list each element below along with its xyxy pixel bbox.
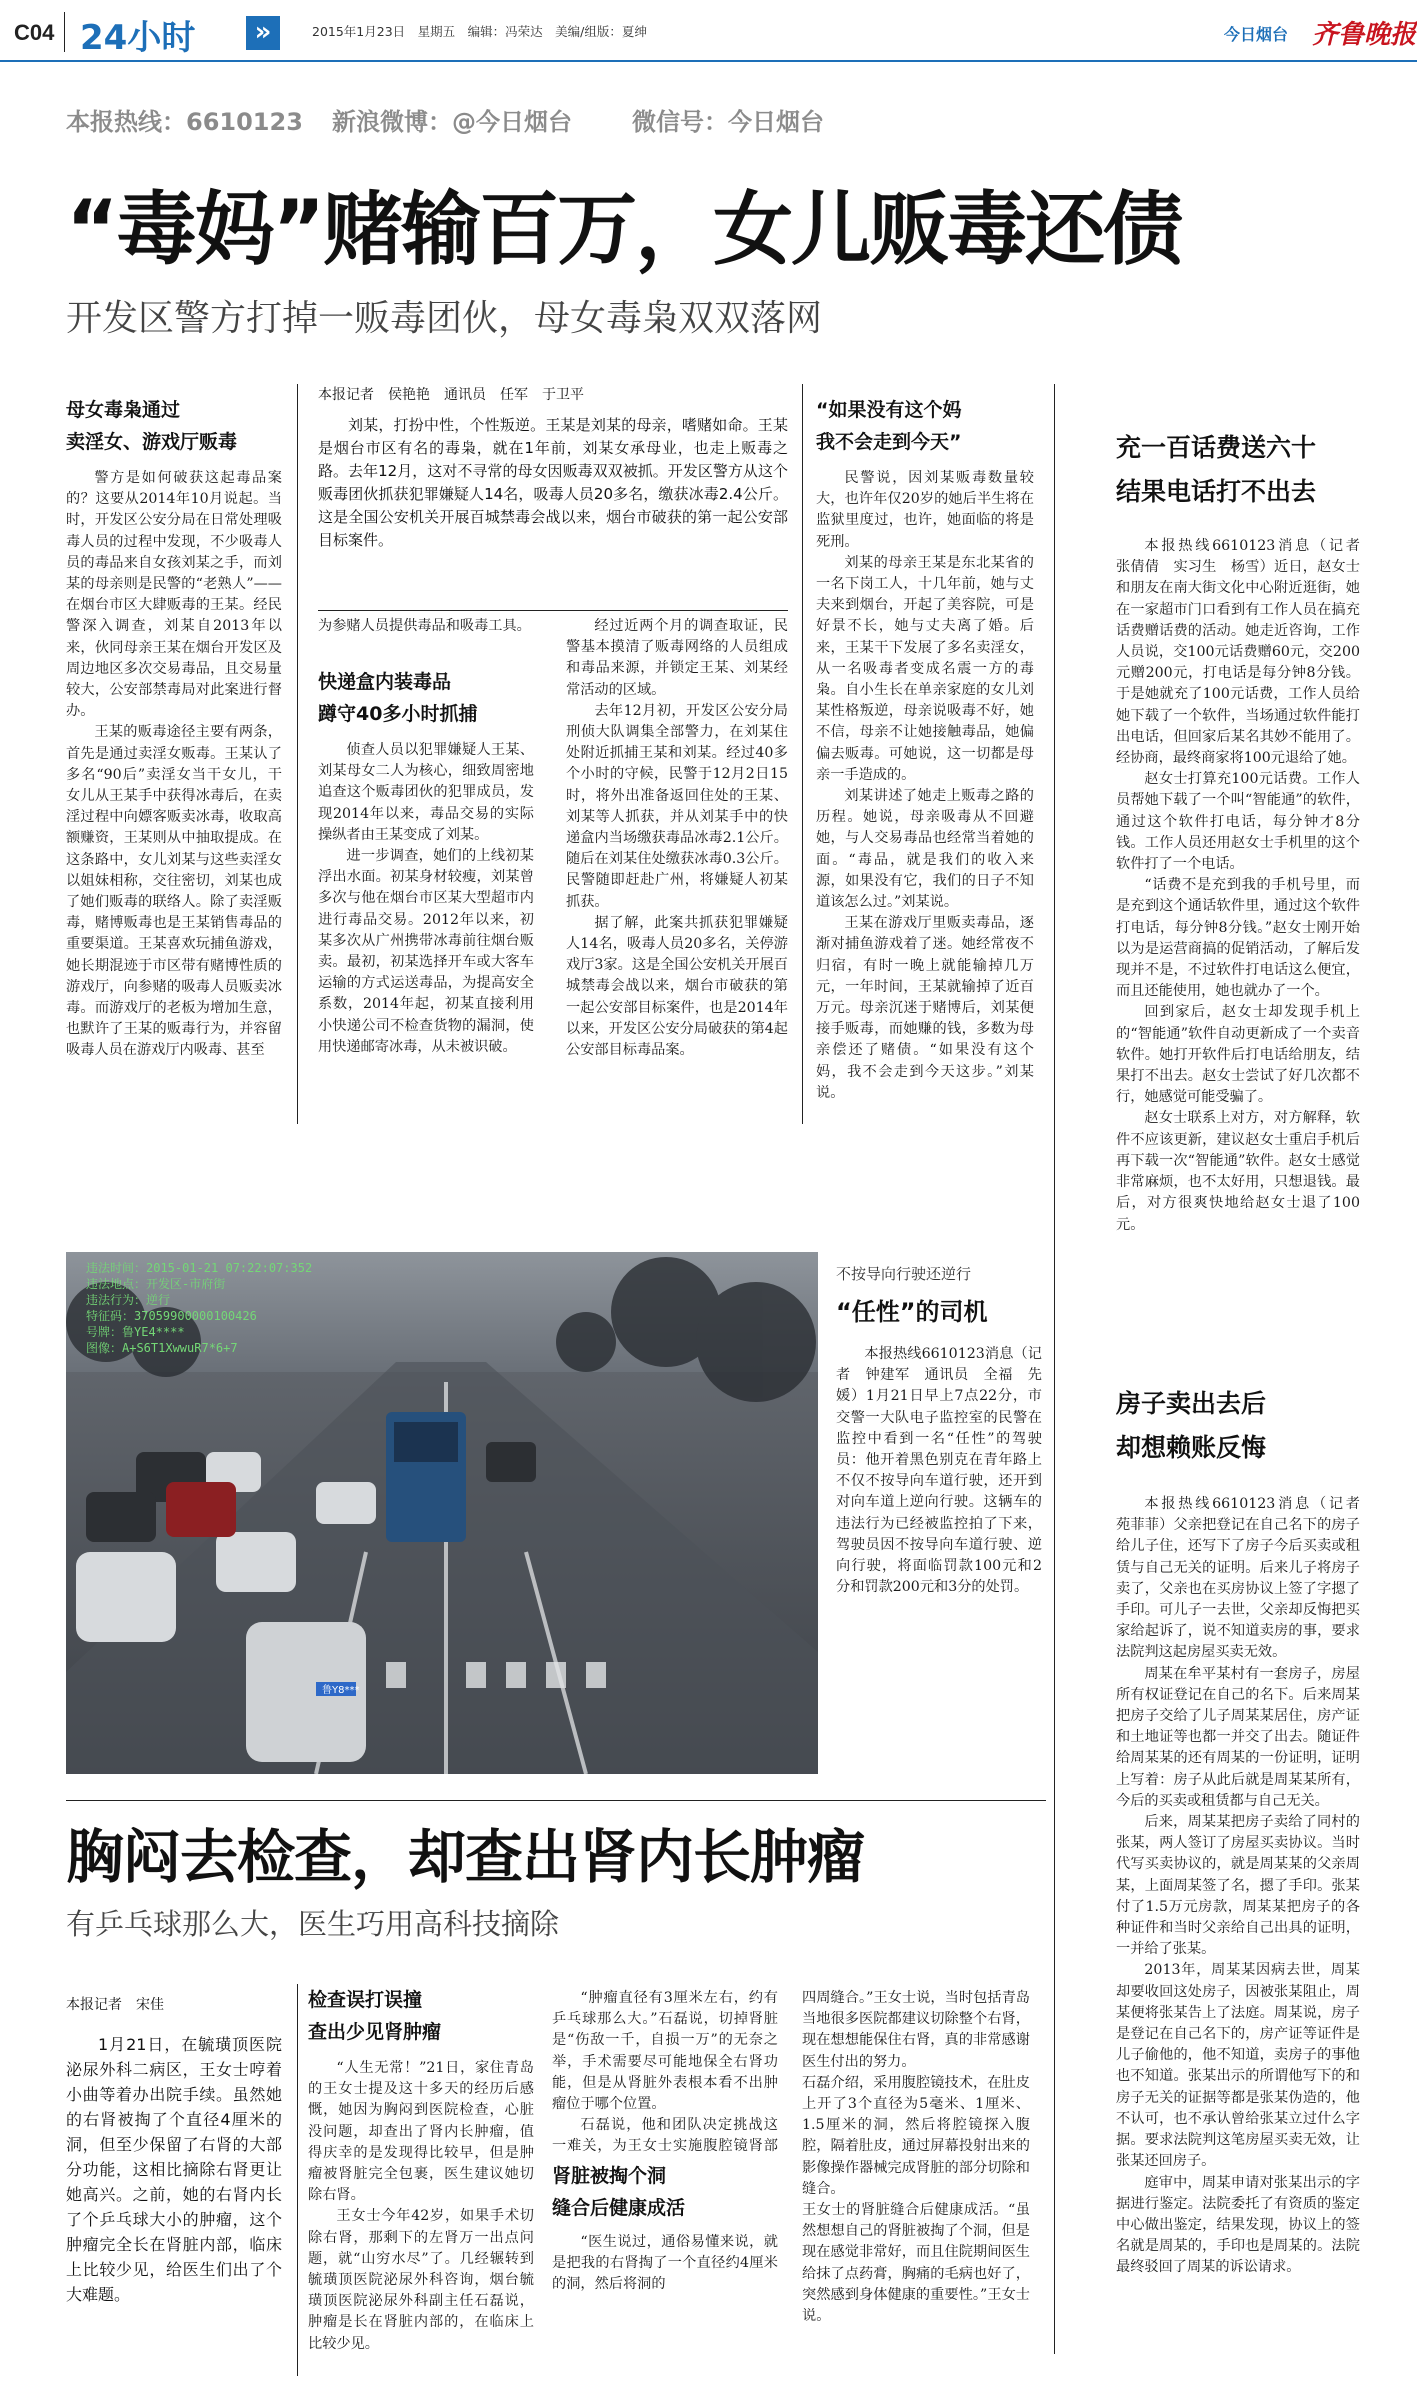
contact-bar [0,92,1417,142]
story2 [836,1262,1042,1774]
traffic-photo-image [66,1252,818,1774]
osd-line: 违法行为：逆行 [86,1293,171,1307]
osd-line: 号牌：鲁YE4**** [86,1325,185,1339]
story1-col1-head-line1: 母女毒枭通过 [66,399,181,421]
story5-col3-body [552,1988,778,2156]
paragraph: 后来，周某某把房子卖给了同村的张某，两人签订了房屋买卖协议。当时代写买卖协议的，就是周某某的父亲周某，上面周某签了名，摁了手印。张某付了1.5万元房款，周某某把房子的各种证件和当时父亲给自己出具的证明，一并给了张某。 [1116,1814,1360,1958]
story1-col2-head [318,666,538,732]
story1-col4-body [816,468,1034,1124]
paragraph: 本报热线6610123消息（记者 钟建军 通讯员 全福 先媛）1月21日早上7点22分，市交警一大队电子监控室的民警在监控中看到一名“任性”的驾驶员：他开着黑色别克在青年路上不仅不按导向车道行驶，还开到对向车道上逆向行驶。这辆车的违法行为已经被监控拍了下来，驾驶员因不按导向车道行驶、逆向行驶，将面临罚款100元和2分和罚款200元和3分的处罚。 [836,1346,1042,1596]
section-name: 24小时 [80,18,196,58]
story5-lead [66,2032,282,2372]
chevron-icon: » [246,16,280,50]
page-header [0,0,1417,70]
paragraph: 王女士的肾脏缝合后健康成活。“虽然想想自己的肾脏被掏了个洞，但是现在感觉非常好，而且住院期间医生给抹了点药膏，胸痛的毛病也好了，突然感到身体健康的重要性。”王女士说。 [802,2202,1030,2325]
column-rule [297,1984,298,2376]
paragraph: 刘某的母亲王某是东北某省的一名下岗工人，十几年前，她与丈夫来到烟台，开起了美容院，可是好景不长，她与丈夫离了婚。后来，王某干下发展了多名卖淫女，从一名吸毒者变成名震一方的毒枭。自小生长在单亲家庭的女儿刘某性格叛逆，母亲说吸毒不好，她不信，母亲不让她接触毒品，她偏偏去贩毒。可她说，这一切都是母亲一手造成的。 [816,554,1034,783]
paper-logo: 齐鲁晚报 [1312,20,1417,50]
story1-col1-head [66,394,286,460]
story5-col3-head-line1: 肾脏被掏个洞 [552,2165,667,2187]
paragraph: 周某在牟平某村有一套房子，房屋所有权证登记在自己的名下。后来周某把房子交给了儿子周某某居住，房产证和土地证等也都一并交了出去。随证件给周某某的还有周某的一份证明，证明上写着：房子从此后就是周某某所有，今后的买卖或租赁都与自己无关。 [1116,1665,1360,1809]
paragraph: 本报热线6610123消息（记者 张倩倩 实习生 杨雪）近日，赵女士和朋友在南大街文化中心附近逛街，她在一家超市门口看到有工作人员在搞充话费赠话费的活动。她走近咨询，工作人员说，交100元话费赠60元，交200元赠200元，打电话是每分钟8分钱。于是她就充了100元话费，工作人员给她下载了一个软件，当场通过软件能打出电话，但回家后某名其妙不能用了。经协商，最终商家将100元退给了她。 [1116,538,1360,767]
story3-body [1116,536,1360,1336]
hotline: 本报热线：6610123 [66,108,303,136]
story1-col2-head-line2: 蹲守40多小时抓捕 [318,703,478,725]
story2-body [836,1344,1042,1598]
story4-title-line1: 房子卖出去后 [1116,1389,1267,1418]
paragraph: 去年12月初，开发区公安分局刑侦大队调集全部警力，在刘某住处附近抓捕王某和刘某。经过40多个小时的守候，民警于12月2日15时，将外出准备返回住处的王某、刘某等人抓获，并从刘某手中的快递盒内当场缴获毒品冰毒2.1公斤。随后在刘某住处缴获冰毒0.3公斤。民警随即赶赴广州，将嫌疑人初某抓获。 [566,702,788,910]
story1-col1-body [66,468,282,1128]
lead-rule [318,610,788,611]
story1-col2-head-line1: 快递盒内装毒品 [318,671,452,693]
paragraph: 据了解，此案共抓获犯罪嫌疑人14名，吸毒人员20多名，关停游戏厅3家。这是全国公安机关开展百城禁毒会战以来，烟台市破获的第一起公安部目标案件，也是2014年以来，开发区公安分局破获的第4起公安部目标毒品案。 [566,914,788,1059]
wechat: 微信号：今日烟台 [632,108,824,136]
story1-col2-body [318,740,534,1124]
paragraph: 石磊说，他和团队决定挑战这一难关，为王女士实施腹腔镜肾部 [552,2117,778,2155]
headline-1: “毒妈”赌输百万，女儿贩毒还债 [66,183,1182,276]
story5-byline: 本报记者 宋佳 [66,1997,164,2013]
paragraph: “医生说过，通俗易懂来说，就是把我的右肾掏了一个直径约4厘米的洞，然后将洞的 [552,2234,778,2293]
paragraph: 王某在游戏厅里贩卖毒品，逐渐对捕鱼游戏着了迷。她经常夜不归宿，有时一晚上就能输掉几万元，一年时间，王某就输掉了近百万元。母亲沉迷于赌博后，刘某便接手贩毒，而她赚的钱，多数为母亲偿还了赌债。“如果没有这个妈，我不会走到今天这步。”刘某说。 [816,915,1034,1101]
osd-line: 特征码：37059900000100426 [86,1309,257,1323]
story1-col2-top [318,616,534,662]
story1-col4-head-line2: 我不会走到今天” [816,431,962,453]
section-divider [64,12,65,52]
story1-byline: 本报记者 侯艳艳 通讯员 任军 于卫平 [318,387,584,403]
paragraph: 警方是如何破获这起毒品案的？这要从2014年10月说起。当时，开发区公安分局在日常处理吸毒人员的过程中发现，不少吸毒人员的毒品来自女孩刘某之手，而刘某的母亲则是民警的“老熟人”——在烟台市区大肆贩毒的王某。经民警深入调查，刘某自2013年以来，伙同母亲王某在烟台开发区及周边地区多次交易毒品，且交易量较大，公安部禁毒局对此案进行督办。 [66,470,282,720]
story5-col2-head-line1: 检查误打误撞 [308,1989,423,2011]
paragraph: 经过近两个月的调查取证，民警基本摸清了贩毒网络的人员组成和毒品来源，并锁定王某、刘某经常活动的区域。 [566,618,788,698]
paragraph: 赵女士联系上对方，对方解释，软件不应该更新，建议赵女士重启手机后再下载一次“智能通”软件。赵女士感觉非常麻烦，也不太好用，只想退钱。最后，对方很爽快地给赵女士退了100元。 [1116,1110,1360,1233]
page-number: C04 [14,20,55,45]
paragraph: 庭审中，周某申请对张某出示的字据进行鉴定。法院委托了有资质的鉴定中心做出鉴定，结果发现，协议上的签名就是周某的，手印也是周某的。法院最终驳回了周某的诉讼请求。 [1116,2174,1360,2276]
story3-head [1116,426,1416,518]
story3-title-line1: 充一百话费送六十 [1116,433,1317,462]
story1-lead-text: 刘某，打扮中性，个性叛逆。王某是刘某的母亲，嗜赌如命。王某是烟台市区有名的毒枭，就在1年前，刘某女承母业，也走上贩毒之路。去年12月，这对不寻常的母女因贩毒双双被抓。开发区警方从这个贩毒团伙抓获犯罪嫌疑人14名，吸毒人员20多名，缴获冰毒2.4公斤。这是全国公安机关开展百城禁毒会战以来，烟台市破获的第一起公安部目标案件。 [318,416,788,549]
story4-title-line2: 却想赖账反悔 [1116,1433,1267,1462]
osd-line: 图像：A+S6T1XwwuR7*6+7 [86,1341,238,1355]
paragraph: 2013年，周某某因病去世，周某却要收回这处房子，因被张某阻止，周某便将张某告上了法庭。周某说，房子是登记在自己名下的，房产证等证件是儿子偷他的，他不知道，卖房子的事他也不知道。张某出示的所谓他写下的和房子无关的证据等都是张某伪造的，他不认可，也不承认曾给张某立过什么字据。要求法院判这笔房屋买卖无效，让张某还回房子。 [1116,1962,1360,2170]
subheadline-1: 开发区警方打掉一贩毒团伙，母女毒枭双双落网 [66,298,823,339]
story1-col4-head-line1: “如果没有这个妈 [816,399,962,421]
paragraph: 王某的贩毒途径主要有两条，首先是通过卖淫女贩毒。王某认了多名“90后”卖淫女当干女儿，干女儿从王某手中获得冰毒后，在卖淫过程中向嫖客贩卖冰毒，收取高额赚资，王某则从中抽取提成。在这条路中，女儿刘某与这些卖淫女以姐妹相称，交往密切，刘某也成了她们贩毒的联络人。除了卖淫贩毒，赌博贩毒也是王某销售毒品的重要渠道。王某喜欢玩捕鱼游戏，她长期混迹于市区带有赌博性质的游戏厅，向参赌的吸毒人员贩卖冰毒。而游戏厅的老板为增加生意，也默许了王某的贩毒行为，并容留吸毒人员在游戏厅内吸毒、甚至 [66,724,282,1059]
paragraph: 石磊介绍，采用腹腔镜技术，在肚皮上开了3个直径为5毫米、1厘米、1.5厘米的洞，然后将腔镜探入腹腔，隔着肚皮，通过屏幕投射出来的影像操作器械完成肾脏的部分切除和缝合。 [802,2074,1030,2197]
paragraph: “肿瘤直径有3厘米左右，约有乒乓球那么大。”石磊说，切掉肾脏是“伤敌一千，自损一万”的无奈之举，手术需要尽可能地保全右肾功能，但是从肾脏外表根本看不出肿瘤位于哪个位置。 [552,1990,778,2113]
story3-title-line2: 结果电话打不出去 [1116,477,1317,506]
header-meta: 2015年1月23日 星期五 编辑：冯荣达 美编/组版：夏绅 [312,24,647,39]
paragraph: “话费不是充到我的手机号里，而是充到这个通话软件里，通过这个软件打电话，每分钟8分钱。”赵女士刚开始以为是运营商搞的促销活动，了解后发现并不是，不过软件打电话这么便宜，而且还能使用，她也就办了一个。 [1116,877,1360,1000]
story5-col2-body [308,2058,534,2376]
paragraph: 王女士今年42岁，如果手术切除右肾，那剩下的左肾万一出点问题，就“山穷水尽”了。几经辗转到毓璜顶医院泌尿外科咨询，烟台毓璜顶医院泌尿外科副主任石磊说，肿瘤是长在肾脏内部的，在临床上比较少见。 [308,2208,534,2352]
story5-col3-head [552,2160,778,2226]
story4-head [1116,1382,1396,1474]
paragraph: 四周缝合。”王女士说，当时包括青岛当地很多医院都建议切除整个右肾，现在想想能保住右肾，真的非常感谢医生付出的努力。 [802,1990,1030,2070]
story5-col2-head-line2: 查出少见肾肿瘤 [308,2021,442,2043]
story1-col1-head-line2: 卖淫女、游戏厅贩毒 [66,431,238,453]
story2-kicker: 不按导向行驶还逆行 [836,1265,972,1283]
paragraph: 回到家后，赵女士却发现手机上的“智能通”软件自动更新成了一个卖音软件。她打开软件后打电话给朋友，结果打不出去。赵女士尝试了好几次都不行，她感觉可能受骗了。 [1116,1004,1360,1106]
osd-line: 违法时间：2015-01-21 07:22:07:352 [86,1261,313,1275]
paragraph: 侦查人员以犯罪嫌疑人王某、刘某母女二人为核心，细致周密地追查这个贩毒团伙的犯罪成员，发现2014年以来，毒品交易的实际操纵者由王某变成了刘某。 [318,742,534,843]
column-rule [297,384,298,1124]
paragraph: 本报热线6610123消息（记者 苑菲菲）父亲把登记在自己名下的房子给儿子住，还写下了房子今后买卖或租赁与自己无关的证明。后来儿子将房子卖了，父亲也在买房协议上签了字摁了手印。可儿子一去世，父亲却反悔把买家给起诉了，说不知道卖房的事，要求法院判这起房屋买卖无效。 [1116,1496,1360,1661]
traffic-photo [66,1252,818,1774]
story5-col4-body [802,1988,1030,2376]
osd-line: 违法地点：开发区-市府街 [86,1277,226,1291]
story2-title: “任性”的司机 [836,1298,988,1326]
column-rule [1054,384,1055,2354]
story5-lead-text: 1月21日，在毓璜顶医院泌尿外科二病区，王女士哼着小曲等着办出院手续。虽然她的右肾被掏了个直径4厘米的洞，但至少保留了右肾的大部分功能，这相比摘除右肾更让她高兴。之前，她的右肾内长了个乒乓球大小的肿瘤，这个肿瘤完全长在肾脏内部，临床上比较少见，给医生们出了个大难题。 [66,2035,282,2304]
paragraph: 刘某讲述了她走上贩毒之路的历程。她说，母亲吸毒从不回避她，与人交易毒品也经常当着她的面。“毒品，就是我们的收入来源，如果没有它，我们的日子不知道该怎么过。”刘某说。 [816,788,1034,911]
story1-col4-head [816,394,1046,460]
story1-col3-body [566,616,788,1124]
license-plate: 鲁Y8*** [322,1685,360,1696]
subheadline-5: 有乒乓球那么大，医生巧用高科技摘除 [66,1907,560,1941]
paragraph: 赵女士打算充100元话费。工作人员帮她下载了一个叫“智能通”的软件，通过这个软件打电话，每分钟才8分钱。工作人员还用赵女士手机里的这个软件打了一个电话。 [1116,771,1360,873]
column-name: 今日烟台 [1224,25,1289,44]
headline-5: 胸闷去检查，却查出肾内长肿瘤 [66,1823,865,1891]
story5-col3-body2 [552,2232,778,2376]
paragraph: 为参赌人员提供毒品和吸毒工具。 [318,618,531,634]
story1-lead [318,414,788,604]
weibo: 新浪微博：@今日烟台 [332,108,572,136]
story4-body [1116,1494,1360,2374]
story5-col2-head [308,1984,528,2050]
paragraph: 民警说，因刘某贩毒数量较大，也许年仅20岁的她后半生将在监狱里度过，也许，她面临的将是死刑。 [816,470,1034,550]
paragraph: “人生无常！”21日，家住青岛的王女士提及这十多天的经历后感慨，她因为胸闷到医院检查，心脏没问题，却查出了肾内长肿瘤，值得庆幸的是发现得比较早，但是肿瘤被肾脏完全包裹，医生建议她切除右肾。 [308,2060,534,2204]
header-rule [0,60,1417,62]
section-rule [66,1800,1046,1801]
story5-col3-head-line2: 缝合后健康成活 [552,2197,686,2219]
column-rule [802,384,803,1124]
paragraph: 进一步调查，她们的上线初某浮出水面。初某身材较瘦，刘某曾多次与他在烟台市区某大型超市内进行毒品交易。2012年以来，初某多次从广州携带冰毒前往烟台贩卖。最初，初某选择开车或大客车运输的方式运送毒品，为提高安全系数，2014年起，初某直接利用小快递公司不检查货物的漏洞，使用快递邮寄冰毒，从未被识破。 [318,848,534,1055]
